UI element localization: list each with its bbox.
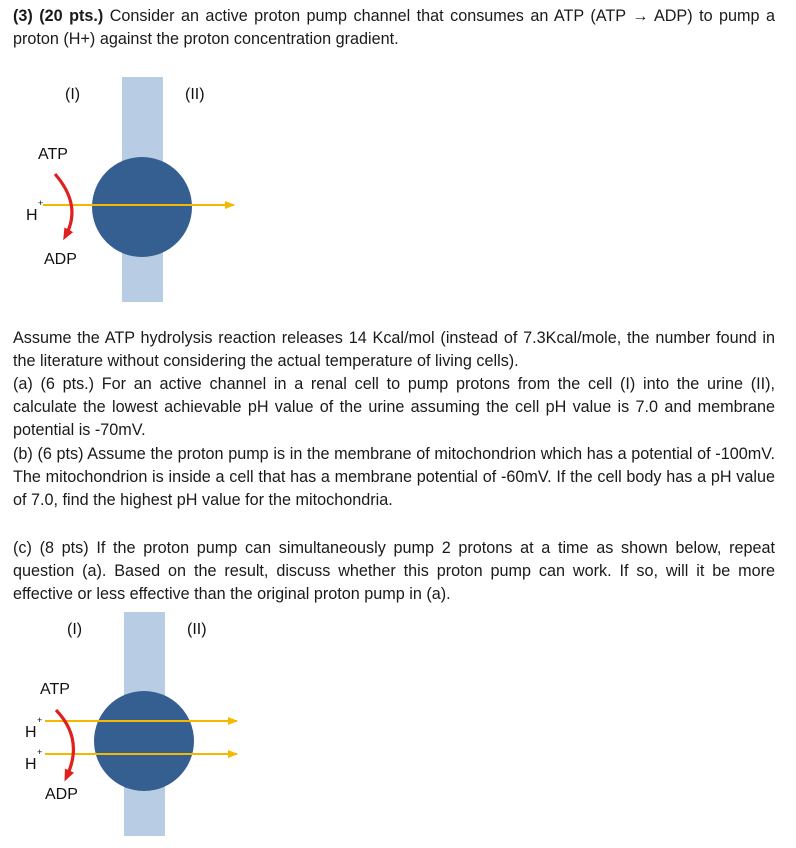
adp-label: ADP [45, 786, 78, 803]
atp-to-adp-arrow [56, 710, 73, 776]
proton-pump-diagram-double [0, 606, 300, 842]
pump-channel [92, 157, 192, 257]
side-label-ii: (II) [187, 621, 207, 638]
atp-label: ATP [40, 681, 70, 698]
proton-charge-2: + [37, 747, 43, 757]
question-number: (3) (20 pts.) [13, 7, 104, 25]
proton-label-1: H [25, 724, 37, 741]
pump-channel [94, 691, 194, 791]
proton-pump-diagram-single [0, 70, 300, 310]
adp-label: ADP [44, 251, 77, 268]
proton-charge-1: + [37, 715, 43, 725]
part-b-text: (b) (6 pts) Assume the proton pump is in the membrane of mitochondrion which has a potential of -100mV. The mitochondrion is inside a cell that has a membrane potential of -60mV. If the cell body has a pH value of 7.0, find the highest pH value for the mitochondria. [13, 445, 775, 510]
atp-label: ATP [38, 146, 68, 163]
side-label-i: (I) [65, 86, 81, 103]
question-intro-text: Consider an active proton pump channel that consumes an ATP (ATP → ADP) to pump a proton (H+) against the proton concentration gradient. [13, 7, 775, 49]
part-a-text: (a) (6 pts.) For an active channel in a renal cell to pump protons from the cell (I) into the urine (II), calculate the lowest achievable pH value of the urine assuming the cell pH value is 7.0 and membrane potential is -70mV. [13, 375, 775, 440]
proton-label: H [26, 207, 38, 224]
assumption-text: Assume the ATP hydrolysis reaction releases 14 Kcal/mol (instead of 7.3Kcal/mole, the number found in the literature without considering the actual temperature of living cells). [13, 329, 775, 371]
question-intro [13, 5, 775, 51]
proton-label-2: H [25, 756, 37, 773]
side-label-ii: (II) [185, 86, 205, 103]
side-label-i: (I) [67, 621, 83, 638]
proton-charge: + [38, 198, 44, 208]
part-c-text: (c) (8 pts) If the proton pump can simultaneously pump 2 protons at a time as shown below, repeat question (a). Based on the result, discuss whether this proton pump can work. If so, will it be more effective or less effective than the original proton pump in (a). [13, 539, 775, 604]
